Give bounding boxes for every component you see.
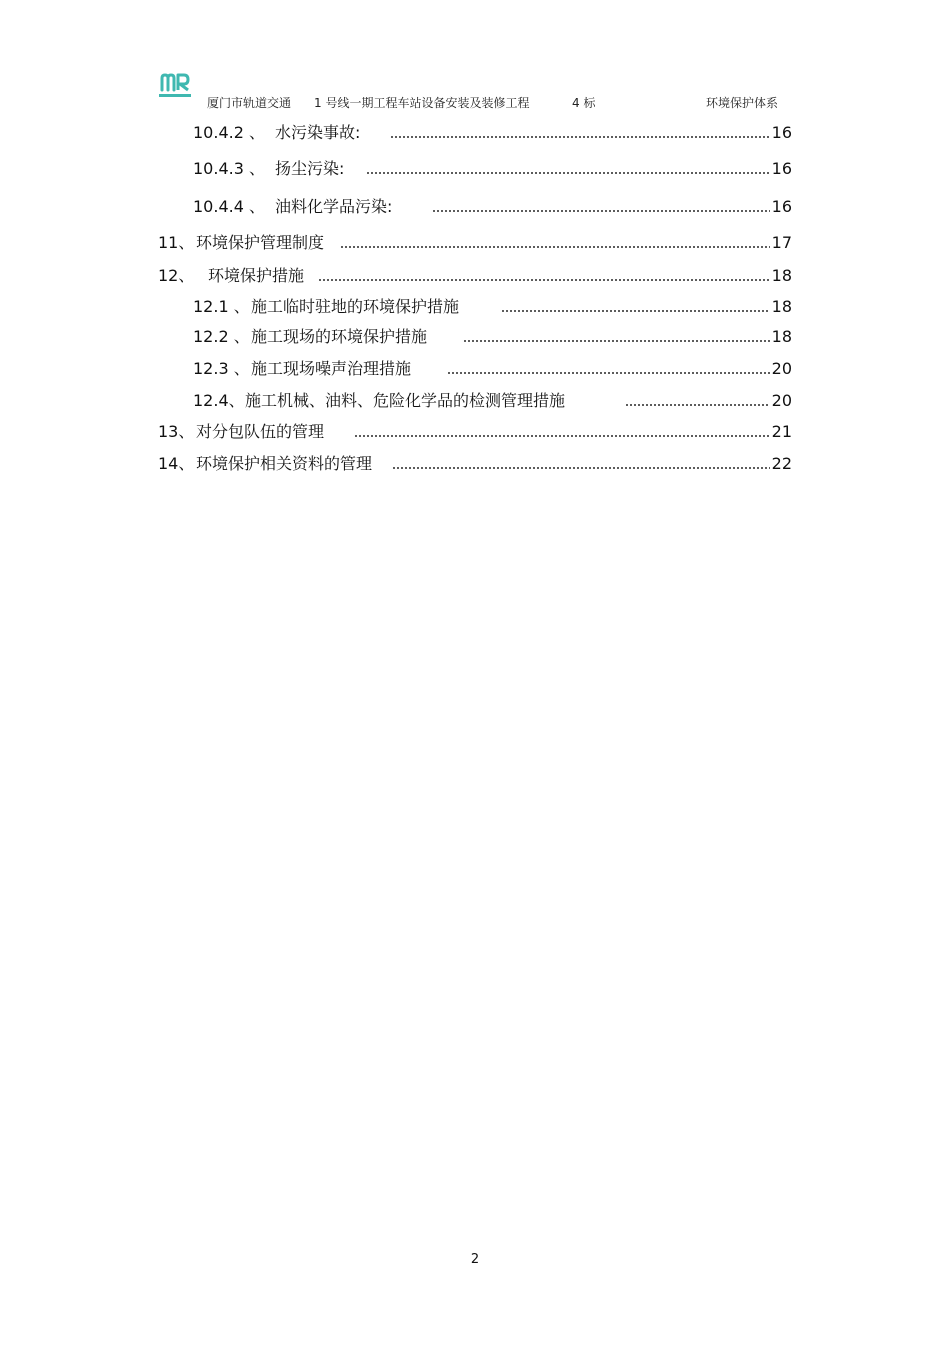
toc-entry[interactable] <box>158 264 792 286</box>
toc-entry-title: 环境保护相关资料的管理 <box>196 454 373 473</box>
toc-leader-dots <box>432 210 769 212</box>
toc-entry[interactable] <box>158 452 792 474</box>
toc-entry-page: 18 <box>771 297 792 316</box>
toc-entry-page: 20 <box>771 391 792 410</box>
toc-leader-dots <box>354 435 770 437</box>
toc-entry-title: 施工机械、油料、危险化学品的检测管理措施 <box>245 391 566 410</box>
toc-entry[interactable] <box>193 389 792 411</box>
toc-entry-page: 16 <box>771 197 792 216</box>
toc-entry-page: 20 <box>771 359 792 378</box>
toc-entry-number: 10.4.4 、 <box>193 197 265 216</box>
toc-entry[interactable] <box>193 157 792 179</box>
toc-leader-dots <box>318 279 770 281</box>
toc-entry-title: 对分包队伍的管理 <box>196 422 325 441</box>
toc-leader-dots <box>463 340 770 342</box>
toc-entry[interactable] <box>193 295 792 317</box>
toc-entry-number: 12、 <box>158 266 195 285</box>
toc-entry-title: 环境保护措施 <box>208 266 305 285</box>
toc-entry-title: 施工现场噪声治理措施 <box>251 359 412 378</box>
toc-entry-title: 环境保护管理制度 <box>196 233 325 252</box>
toc-entry[interactable] <box>193 121 792 143</box>
header-section: 4 标 <box>572 96 596 110</box>
toc-entry[interactable] <box>158 231 792 253</box>
toc-entry-title: 油料化学品污染: <box>275 197 393 216</box>
toc-entry-number: 10.4.3 、 <box>193 159 265 178</box>
toc-leader-dots <box>447 372 770 374</box>
toc-entry-page: 16 <box>771 123 792 142</box>
toc-entry-number: 13、 <box>158 422 195 441</box>
toc-entry-number: 14、 <box>158 454 195 473</box>
header-project: 厦门市轨道交通 <box>207 96 292 110</box>
toc-entry-number: 12.4、 <box>193 391 245 410</box>
header-doc-title: 环境保护体系 <box>706 96 779 110</box>
toc-leader-dots <box>366 172 769 174</box>
toc-leader-dots <box>392 467 770 469</box>
toc-entry-title: 施工临时驻地的环境保护措施 <box>251 297 460 316</box>
toc-entry-page: 18 <box>771 266 792 285</box>
toc-entry-page: 21 <box>771 422 792 441</box>
toc-entry-page: 22 <box>771 454 792 473</box>
toc-entry-title: 水污染事故: <box>275 123 361 142</box>
toc-entry-number: 12.3 、 <box>193 359 250 378</box>
toc-entry-title: 扬尘污染: <box>275 159 345 178</box>
toc-entry-number: 11、 <box>158 233 195 252</box>
toc-entry-page: 16 <box>771 159 792 178</box>
toc-leader-dots <box>340 246 770 248</box>
toc-entry[interactable] <box>193 357 792 379</box>
toc-entry-number: 12.2 、 <box>193 327 250 346</box>
toc-entry[interactable] <box>193 325 792 347</box>
toc-entry-number: 12.1 、 <box>193 297 250 316</box>
page-number: 2 <box>470 1252 480 1267</box>
toc-leader-dots <box>501 310 770 312</box>
toc-entry-title: 施工现场的环境保护措施 <box>251 327 428 346</box>
toc-entry-page: 18 <box>771 327 792 346</box>
header-line-name: 1 号线一期工程车站设备安装及装修工程 <box>314 96 530 110</box>
toc-entry-page: 17 <box>771 233 792 252</box>
toc-entry[interactable] <box>158 420 792 442</box>
toc-leader-dots <box>390 136 769 138</box>
toc-entry-number: 10.4.2 、 <box>193 123 265 142</box>
toc-entry[interactable] <box>193 195 792 217</box>
company-logo <box>158 72 192 100</box>
toc-leader-dots <box>625 404 770 406</box>
